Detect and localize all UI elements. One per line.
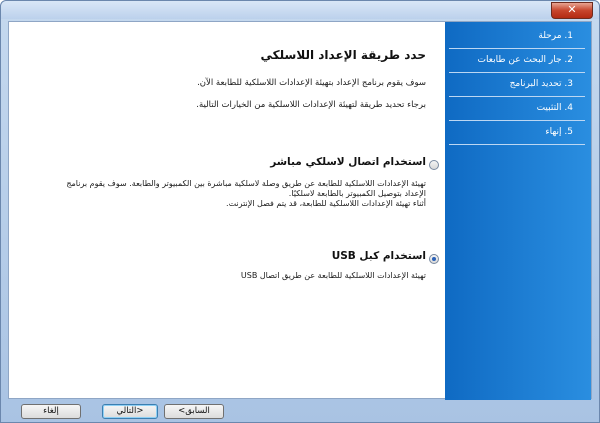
wireless-direct-description	[26, 179, 426, 209]
main-content	[9, 22, 447, 400]
wireless-direct-desc-line: تهيئة الإعدادات اللاسلكية للطابعة عن طريق وصلة لاسلكية مباشرة بين الكمبيوتر والطابعة. سوف يقوم برنامج	[66, 179, 426, 188]
step-1: 1. مرحلة	[538, 31, 573, 41]
step-5: 5. إنهاء	[545, 127, 573, 137]
page-title: حدد طريقة الإعداد اللاسلكي	[260, 48, 426, 62]
next-button[interactable]: التالي>	[102, 404, 158, 419]
intro-text-1: سوف يقوم برنامج الإعداد بتهيئة الإعدادات اللاسلكية للطابعة الآن.	[197, 78, 426, 88]
step-divider	[449, 144, 585, 145]
step-2: 2. جار البحث عن طابعات	[477, 55, 573, 65]
intro-text-2: برجاء تحديد طريقة لتهيئة الإعدادات اللاسلكية من الخيارات التالية.	[196, 100, 426, 110]
step-4: 4. التثبيت	[536, 103, 573, 113]
close-button[interactable]: ✕	[551, 2, 593, 19]
steps-sidebar	[445, 22, 591, 400]
cancel-button[interactable]: إلغاء	[21, 404, 81, 419]
wireless-direct-desc-line: الإعداد بتوصيل الكمبيوتر بالطابعة لاسلكيًا.	[288, 189, 426, 198]
usb-cable-desc-line: تهيئة الإعدادات اللاسلكية للطابعة عن طريق اتصال USB	[240, 271, 426, 280]
usb-cable-label[interactable]: استخدام كبل USB	[331, 250, 426, 262]
step-3: 3. تحديد البرنامج	[509, 79, 573, 89]
title-bar	[1, 1, 599, 19]
button-bar	[1, 399, 599, 423]
wireless-direct-radio[interactable]	[429, 160, 439, 170]
usb-cable-description	[26, 271, 426, 281]
wizard-client-area	[8, 21, 592, 399]
wireless-direct-desc-line: أثناء تهيئة الإعدادات اللاسلكية للطابعة، قد يتم فصل الإنترنت.	[226, 199, 426, 208]
usb-cable-radio[interactable]	[429, 254, 439, 264]
wireless-direct-label[interactable]: استخدام اتصال لاسلكي مباشر	[270, 156, 426, 168]
back-button[interactable]: <السابق	[164, 404, 224, 419]
